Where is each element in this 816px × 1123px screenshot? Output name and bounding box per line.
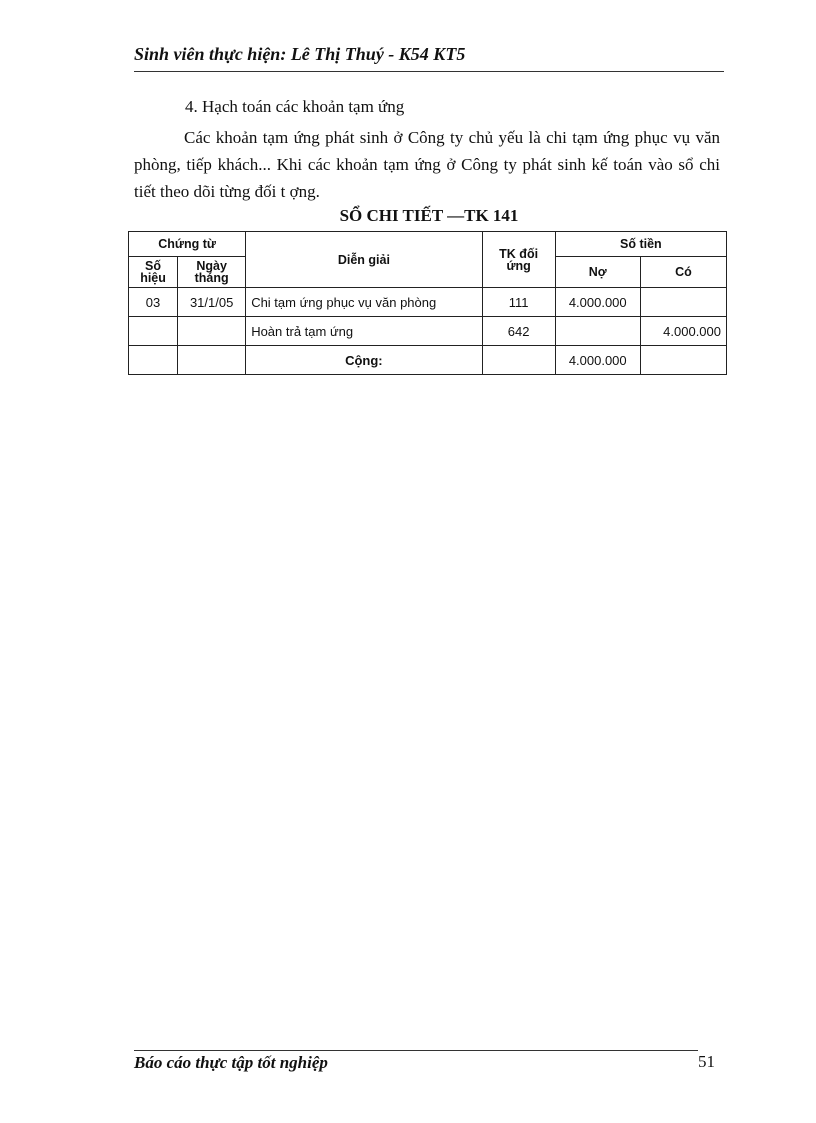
- cell-credit: [640, 288, 726, 317]
- cell-number: [129, 317, 178, 346]
- cell-description: Chi tạm ứng phục vụ văn phòng: [246, 288, 482, 317]
- ledger-table: [128, 231, 727, 375]
- header-amount: Số tiền: [555, 232, 726, 257]
- header-account: TK đối ứng: [482, 232, 555, 288]
- header-description: Diễn giải: [246, 232, 482, 288]
- cell-debit: [555, 317, 640, 346]
- cell-empty: [482, 346, 555, 375]
- cell-empty: [129, 346, 178, 375]
- section-paragraph: [134, 124, 720, 205]
- total-debit: 4.000.000: [555, 346, 640, 375]
- cell-empty: [178, 346, 246, 375]
- cell-debit: 4.000.000: [555, 288, 640, 317]
- header-divider: [134, 71, 724, 72]
- total-credit: [640, 346, 726, 375]
- header-date: Ngày tháng: [178, 257, 246, 288]
- cell-number: 03: [129, 288, 178, 317]
- cell-credit: 4.000.000: [640, 317, 726, 346]
- ledger-title: SỔ CHI TIẾT —TK 141: [339, 206, 519, 225]
- table-row: [129, 317, 727, 346]
- section-heading: 4. Hạch toán các khoản tạm ứng: [185, 97, 405, 116]
- page-header-author: Sinh viên thực hiện: Lê Thị Thuý - K54 KT5: [134, 44, 466, 64]
- footer-report-title: Báo cáo thực tập tốt nghiệp: [134, 1053, 328, 1072]
- ledger-header-row: [129, 232, 727, 257]
- header-voucher: Chứng từ: [129, 232, 246, 257]
- page-number: 51: [698, 1052, 715, 1071]
- cell-account: 642: [482, 317, 555, 346]
- header-debit: Nợ: [555, 257, 640, 288]
- cell-date: 31/1/05: [178, 288, 246, 317]
- header-number: Số hiệu: [129, 257, 178, 288]
- cell-description: Hoàn trả tạm ứng: [246, 317, 482, 346]
- cell-account: 111: [482, 288, 555, 317]
- total-row: [129, 346, 727, 375]
- table-row: [129, 288, 727, 317]
- paragraph-text: Các khoản tạm ứng phát sinh ở Công ty chủ yếu là chi tạm ứng phục vụ văn phòng, tiếp khách... Khi các khoản tạm ứng ở Công ty phát sinh kế toán vào sổ chi tiết theo dõi từng đối t ợng.: [134, 128, 720, 201]
- total-label: Cộng:: [246, 346, 482, 375]
- cell-date: [178, 317, 246, 346]
- header-credit: Có: [640, 257, 726, 288]
- footer-divider: [134, 1050, 698, 1051]
